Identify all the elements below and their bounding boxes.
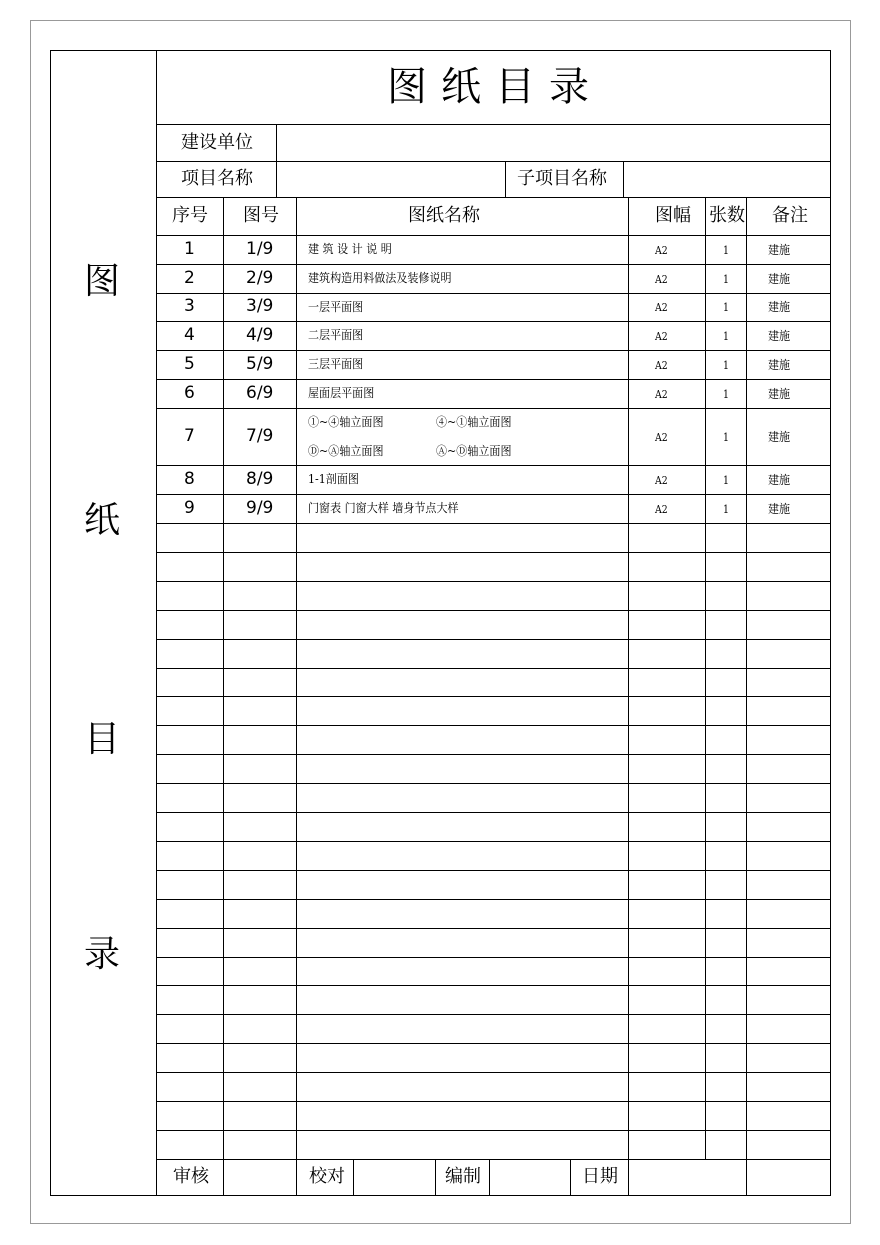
row-drawing-name: 门窗表 门窗大样 墙身节点大样 bbox=[308, 501, 459, 515]
row-divider bbox=[156, 610, 831, 611]
side-title-char: 目 bbox=[84, 719, 121, 760]
row-drawing-name: 1-1剖面图 bbox=[308, 472, 359, 486]
row-seq: 8 bbox=[184, 468, 195, 489]
column-header: 序号 bbox=[172, 205, 208, 226]
row-drawing-name: 建 筑 设 计 说 明 bbox=[308, 242, 392, 256]
side-title-char: 图 bbox=[84, 261, 121, 302]
row-divider bbox=[156, 812, 831, 813]
construction-unit-label: 建设单位 bbox=[181, 132, 253, 153]
row-divider bbox=[156, 899, 831, 900]
column-header: 张数 bbox=[709, 205, 745, 226]
column-header: 备注 bbox=[772, 205, 808, 226]
row-seq: 9 bbox=[184, 497, 195, 518]
row-drawing-name: Ⓐ~Ⓓ轴立面图 bbox=[436, 444, 512, 458]
row-seq: 2 bbox=[184, 267, 195, 288]
row-drawing-name: 一层平面图 bbox=[308, 300, 364, 314]
row-divider bbox=[156, 1130, 831, 1131]
row-seq: 6 bbox=[184, 382, 195, 403]
row-seq: 4 bbox=[184, 324, 195, 345]
row-divider bbox=[156, 696, 831, 697]
row-drawing-no: 2/9 bbox=[246, 267, 274, 288]
row-divider bbox=[156, 1101, 831, 1102]
row-drawing-no: 3/9 bbox=[246, 296, 274, 316]
row-divider bbox=[156, 523, 831, 524]
row-seq: 5 bbox=[184, 353, 195, 374]
row-sheet-size: A2 bbox=[655, 358, 668, 372]
row-sheet-size: A2 bbox=[655, 473, 668, 487]
row-drawing-no: 7/9 bbox=[246, 425, 274, 446]
column-header: 图幅 bbox=[655, 205, 691, 226]
row-drawing-name: ④~①轴立面图 bbox=[436, 415, 512, 429]
row-sheet-count: 1 bbox=[723, 272, 729, 286]
subproject-name-label: 子项目名称 bbox=[517, 168, 607, 189]
row-divider bbox=[156, 1072, 831, 1073]
column-header: 图纸名称 bbox=[408, 205, 480, 226]
row-remark: 建施 bbox=[768, 271, 791, 286]
row-drawing-name: 三层平面图 bbox=[308, 357, 364, 371]
row-seq: 3 bbox=[184, 296, 195, 316]
row-divider bbox=[156, 552, 831, 553]
row-drawing-name: 屋面层平面图 bbox=[308, 386, 375, 400]
row-sheet-count: 1 bbox=[723, 473, 729, 487]
side-title-char: 纸 bbox=[84, 500, 121, 541]
check-label: 校对 bbox=[309, 1166, 345, 1187]
row-sheet-count: 1 bbox=[723, 301, 729, 314]
row-sheet-count: 1 bbox=[723, 243, 729, 257]
row-divider bbox=[156, 350, 831, 351]
row-divider bbox=[156, 408, 831, 409]
row-divider bbox=[156, 321, 831, 322]
row-drawing-no: 6/9 bbox=[246, 382, 274, 403]
row-remark: 建施 bbox=[768, 328, 791, 343]
row-divider bbox=[156, 1014, 831, 1015]
row-divider bbox=[156, 465, 831, 466]
row-divider bbox=[156, 957, 831, 958]
row-divider bbox=[156, 379, 831, 380]
row-seq: 1 bbox=[184, 238, 195, 259]
column-header: 图号 bbox=[243, 205, 279, 226]
row-seq: 7 bbox=[184, 425, 195, 446]
row-drawing-no: 8/9 bbox=[246, 468, 274, 489]
row-divider bbox=[156, 581, 831, 582]
row-sheet-size: A2 bbox=[655, 502, 668, 516]
side-title-char: 录 bbox=[84, 934, 121, 975]
row-divider bbox=[156, 870, 831, 871]
row-sheet-count: 1 bbox=[723, 502, 729, 516]
row-divider bbox=[156, 928, 831, 929]
row-divider bbox=[156, 783, 831, 784]
row-divider bbox=[156, 639, 831, 640]
row-divider bbox=[156, 1043, 831, 1044]
row-sheet-size: A2 bbox=[655, 243, 668, 257]
row-sheet-count: 1 bbox=[723, 329, 729, 343]
review-label: 审核 bbox=[173, 1166, 209, 1187]
row-remark: 建施 bbox=[768, 429, 791, 444]
date-label: 日期 bbox=[582, 1166, 618, 1187]
row-divider bbox=[156, 494, 831, 495]
row-sheet-count: 1 bbox=[723, 387, 729, 401]
compile-label: 编制 bbox=[445, 1166, 481, 1187]
row-sheet-count: 1 bbox=[723, 358, 729, 372]
row-drawing-name: 二层平面图 bbox=[308, 328, 364, 342]
row-divider bbox=[156, 754, 831, 755]
row-divider bbox=[156, 841, 831, 842]
row-drawing-name: Ⓓ~Ⓐ轴立面图 bbox=[308, 444, 384, 458]
row-divider bbox=[156, 293, 831, 294]
row-remark: 建施 bbox=[768, 357, 791, 372]
row-drawing-name: ①~④轴立面图 bbox=[308, 415, 384, 429]
row-sheet-count: 1 bbox=[723, 430, 729, 444]
row-remark: 建施 bbox=[768, 472, 791, 487]
project-name-label: 项目名称 bbox=[181, 168, 253, 189]
row-sheet-size: A2 bbox=[655, 301, 668, 314]
row-divider bbox=[156, 985, 831, 986]
row-remark: 建施 bbox=[768, 386, 791, 401]
row-drawing-no: 5/9 bbox=[246, 353, 274, 374]
row-divider bbox=[156, 264, 831, 265]
row-remark: 建施 bbox=[768, 501, 791, 516]
row-sheet-size: A2 bbox=[655, 430, 668, 444]
row-drawing-no: 9/9 bbox=[246, 497, 274, 518]
row-drawing-name: 建筑构造用料做法及装修说明 bbox=[308, 271, 452, 285]
row-sheet-size: A2 bbox=[655, 387, 668, 401]
row-divider bbox=[156, 725, 831, 726]
row-remark: 建施 bbox=[768, 242, 791, 257]
row-sheet-size: A2 bbox=[655, 272, 668, 286]
row-remark: 建施 bbox=[768, 300, 791, 314]
row-divider bbox=[156, 668, 831, 669]
row-drawing-no: 1/9 bbox=[246, 238, 274, 259]
row-drawing-no: 4/9 bbox=[246, 324, 274, 345]
row-sheet-size: A2 bbox=[655, 329, 668, 343]
page-title: 图纸目录 bbox=[387, 64, 603, 110]
